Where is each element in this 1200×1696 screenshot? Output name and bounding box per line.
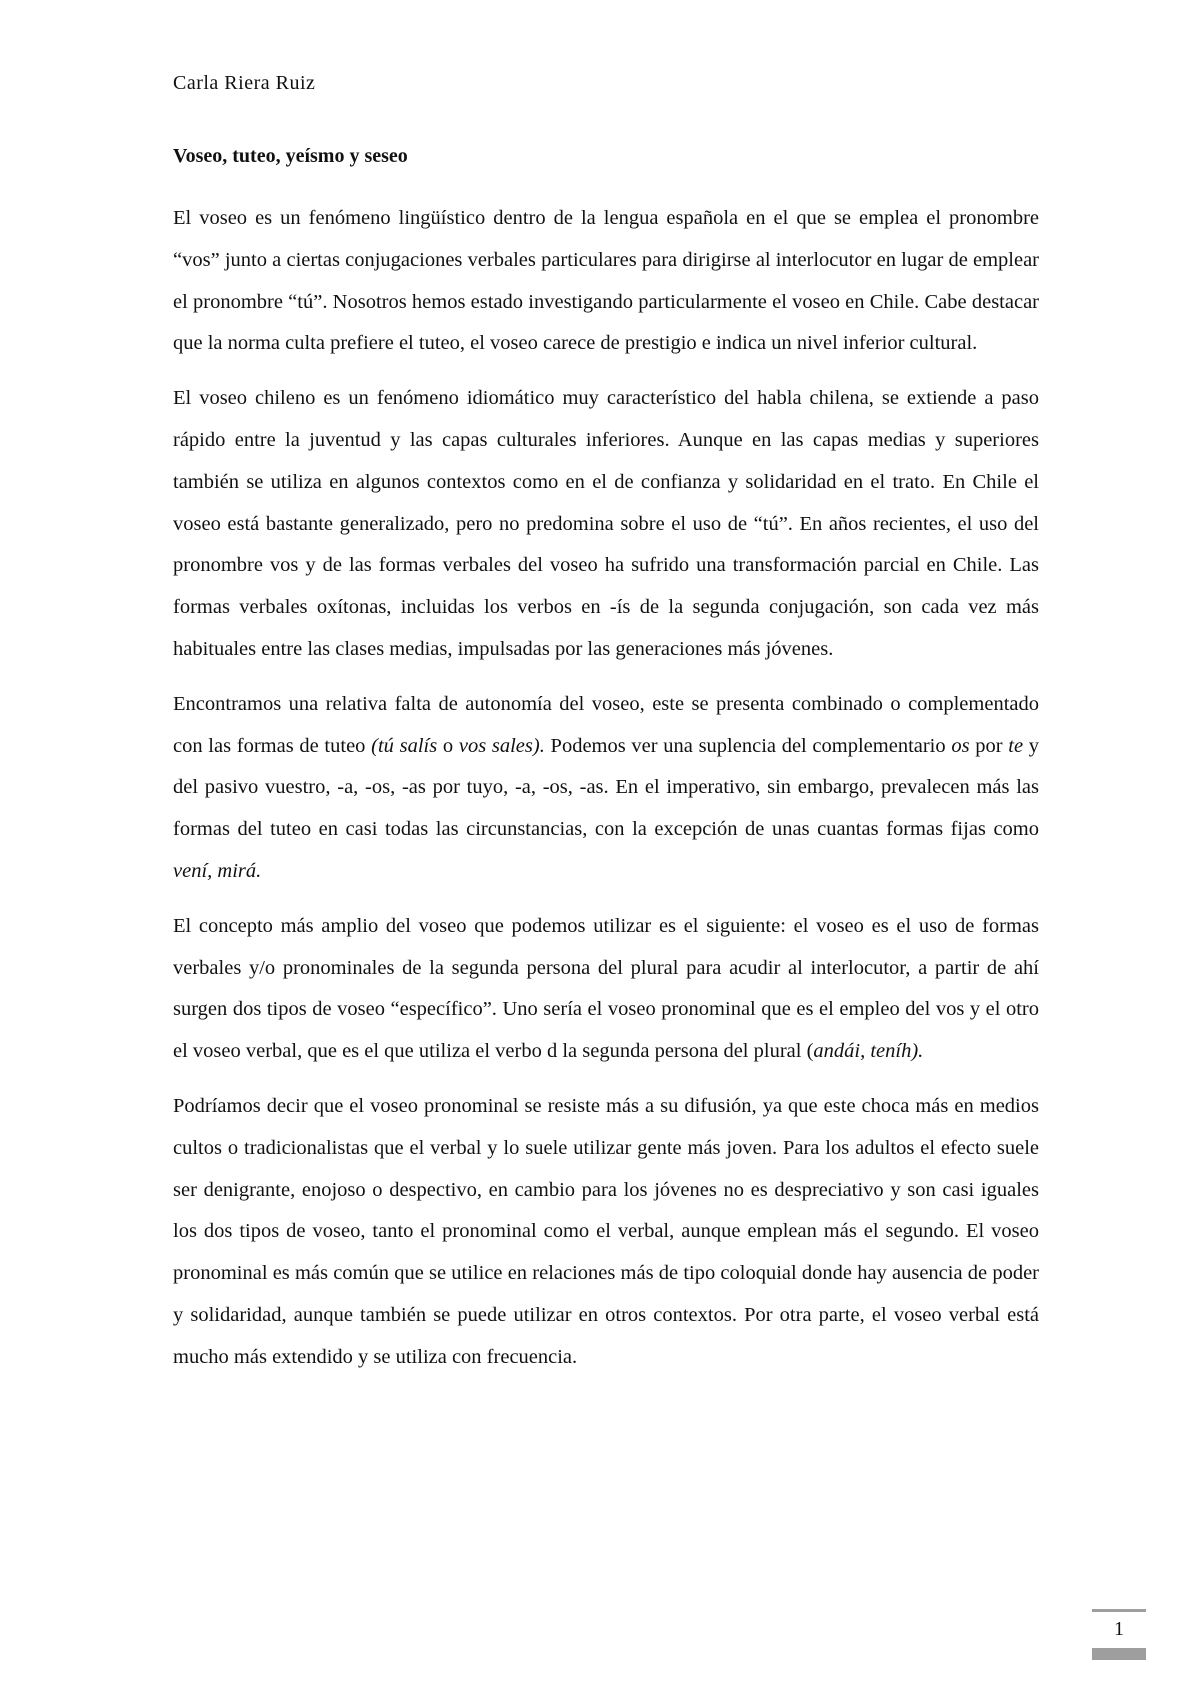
paragraph-2: [173, 378, 1039, 671]
paragraph-text: Podríamos decir que el voseo pronominal se resiste más a su difusión, ya que este choca más en medios cultos o tradicionalistas que el verbal y lo suele utilizar gente más joven. Para los adultos el efecto suele ser denigrante, enojoso o despectivo, en cambio para los jóvenes no es despreciativo y son casi iguales los dos tipos de voseo, tanto el pronominal como el verbal, aunque emplean más el segundo. El voseo pronominal es más común que se utilice en relaciones más de tipo coloquial donde hay ausencia de poder y solidaridad, aunque también se puede utilizar en otros contextos. Por otra parte, el voseo verbal está mucho más extendido y se utiliza con frecuencia.: [173, 1094, 1039, 1368]
italic-example: vení, mirá.: [173, 859, 262, 882]
header-author: Carla Riera Ruiz: [173, 72, 316, 94]
paragraph-text: El voseo es un fenómeno lingüístico dentro de la lengua española en el que se emplea el pronombre “vos” junto a ciertas conjugaciones verbales particulares para dirigirse al interlocutor en lugar de emplear el pronombre “tú”. Nosotros hemos estado investigando particularmente el voseo en Chile. Cabe destacar que la norma culta prefiere el tuteo, el voseo carece de prestigio e indica un nivel inferior cultural.: [173, 207, 1039, 355]
paragraph-text: por: [969, 734, 1009, 757]
italic-example: vos sales).: [458, 734, 545, 757]
paragraph-text: o: [437, 734, 459, 757]
page-number-box: [1092, 1609, 1146, 1660]
italic-example: te: [1008, 734, 1024, 757]
italic-example: (tú salís: [371, 734, 438, 757]
italic-example: os: [951, 734, 970, 757]
document-body: [173, 198, 1039, 1392]
paragraph-text: El voseo chileno es un fenómeno idiomático muy característico del habla chilena, se extiende a paso rápido entre la juventud y las capas culturales inferiores. Aunque en las capas medias y superiores también se utiliza en algunos contextos como en el de confianza y solidaridad en el trato. En Chile el voseo está bastante generalizado, pero no predomina sobre el uso de “tú”. En años recientes, el uso del pronombre vos y de las formas verbales del voseo ha sufrido una transformación parcial en Chile. Las formas verbales oxítonas, incluidas los verbos en -ís de la segunda conjugación, son cada vez más habituales entre las clases medias, impulsadas por las generaciones más jóvenes.: [173, 387, 1039, 660]
paragraph-text: Encontramos una relativa falta de autonomía del voseo, este se presenta combinado o complementado con las formas de tuteo: [173, 692, 1039, 757]
paragraph-3: [173, 684, 1039, 893]
document-title: Voseo, tuteo, yeísmo y seseo: [173, 145, 408, 167]
page-number-bottom-bar: [1092, 1648, 1146, 1660]
paragraph-text: Podemos ver una suplencia del complementario: [544, 734, 952, 757]
paragraph-4: [173, 906, 1039, 1073]
page-number: 1: [1114, 1618, 1124, 1640]
italic-example: andái, teníh).: [813, 1040, 924, 1063]
paragraph-text: y del pasivo vuestro, -a, -os, -as por tuyo, -a, -os, -as. En el imperativo, sin embargo, prevalecen más las formas del tuteo en casi todas las circunstancias, con la excepción de unas cuantas formas fijas como: [173, 734, 1040, 841]
paragraph-1: [173, 198, 1039, 365]
paragraph-5: [173, 1086, 1039, 1379]
paragraph-text: El concepto más amplio del voseo que podemos utilizar es el siguiente: el voseo es el uso de formas verbales y/o pronominales de la segunda persona del plural para acudir al interlocutor, a partir de ahí surgen dos tipos de voseo “específico”. Uno sería el voseo pronominal que es el empleo del vos y el otro el voseo verbal, que es el que utiliza el verbo d la segunda persona del plural (: [173, 914, 1039, 1063]
